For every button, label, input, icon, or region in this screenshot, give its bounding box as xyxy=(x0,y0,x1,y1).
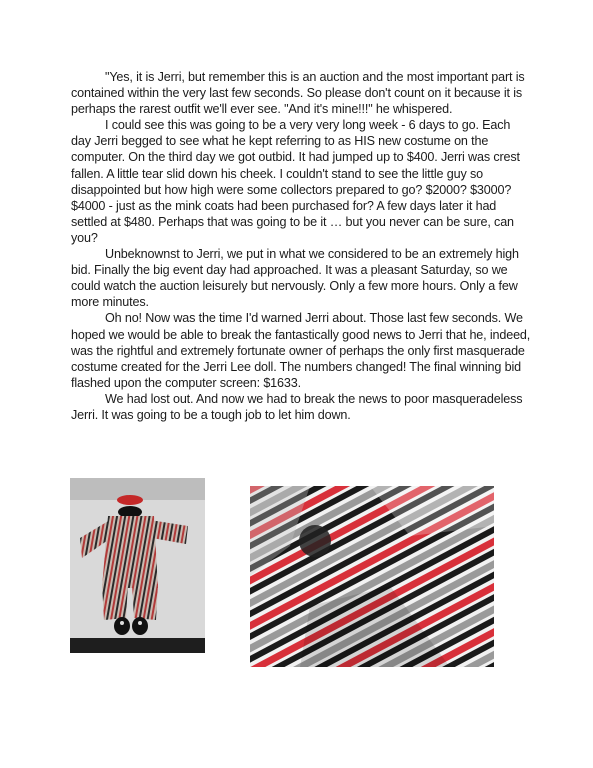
costume-fabric-closeup-photo xyxy=(250,486,494,667)
paragraph: I could see this was going to be a very very long week - 6 days to go. Each day Jerri begged to see what he kept referring to as HIS new costume on the computer. On the third day we got outbid. It had jumped up to $400. Jerri was crest fallen. A little tear slid down his cheek. I couldn't stand to see the little guy so disappointed but how high were some collectors prepared to go? $2000? $3000? $4000 - just as the mink coats had been purchased for? A few days later it had settled at $480. Perhaps that was going to be it … but you never can be sure, can you? xyxy=(71,118,520,245)
paragraph: "Yes, it is Jerri, but remember this is an auction and the most important part is contained within the very last few seconds. So please don't count on it because it is perhaps the rarest outfit we'll ever see. "And it's mine!!!" he whispered. xyxy=(71,70,525,117)
story-text xyxy=(71,69,533,423)
paragraph: Oh no! Now was the time I'd warned Jerri about. Those last few seconds. We hoped we would be able to break the fantastically good news to Jerri that he, indeed, was the rightful and extremely fortunate owner of perhaps the only first masquerade costume created for the Jerri Lee doll. The numbers changed! The final winning bid flashed upon the computer screen: $1633. xyxy=(71,311,531,390)
paragraph: We had lost out. And now we had to break the news to poor masqueradeless Jerri. It was going to be a tough job to let him down. xyxy=(71,391,523,422)
paragraph: Unbeknownst to Jerri, we put in what we considered to be an extremely high bid. Finally the big event day had approached. It was a pleasant Saturday, so we could watch the auction leisurely but nervously. Only a few more hours. Only a few more minutes. xyxy=(71,247,519,310)
costume-laid-flat-photo xyxy=(70,478,205,653)
